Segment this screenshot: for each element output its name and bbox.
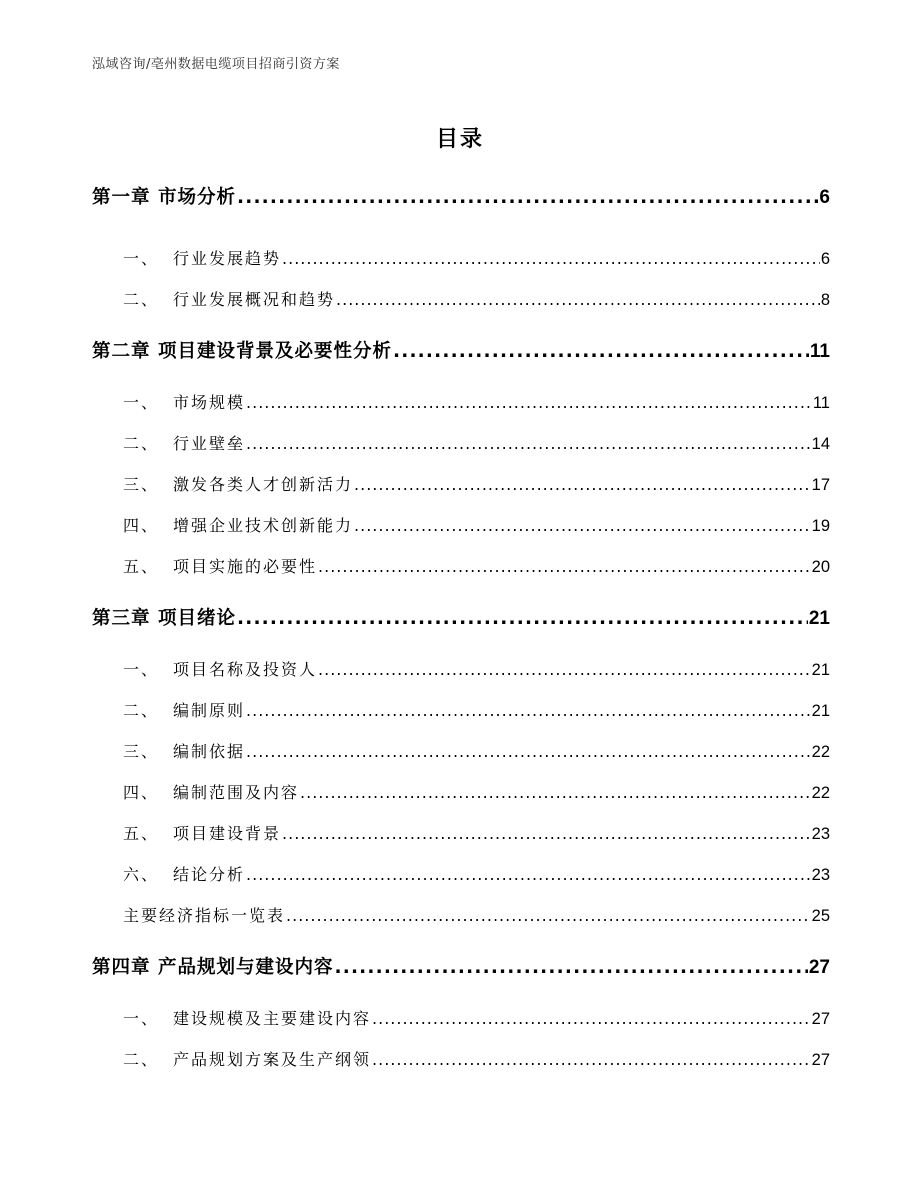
toc-section-2-1[interactable] [123, 390, 830, 413]
toc-section-title: 编制范围及内容 [173, 783, 300, 802]
toc-section-number: 五、 [123, 557, 160, 576]
toc-section-2-3[interactable] [123, 472, 830, 495]
document-header: 泓域咨询/亳州数据电缆项目招商引资方案 [92, 57, 340, 72]
toc-section-3-1[interactable] [123, 657, 830, 680]
toc-leader-dots [318, 660, 811, 679]
toc-section-title: 建设规模及主要建设内容 [173, 1009, 372, 1028]
toc-section-number: 一、 [123, 1009, 160, 1028]
toc-section-title: 增强企业技术创新能力 [173, 516, 354, 535]
toc-label [123, 513, 353, 536]
toc-section-title: 行业壁垒 [173, 434, 246, 453]
toc-section-3-3[interactable] [123, 739, 830, 762]
toc-page-number: 17 [811, 476, 830, 494]
toc-page-number: 22 [811, 743, 830, 761]
toc-leader-dots [246, 393, 812, 412]
toc-label [123, 698, 245, 721]
toc-chapter-title: 市场分析 [157, 187, 236, 208]
toc-leader-dots [318, 557, 811, 576]
toc-leader-dots [393, 341, 809, 362]
toc-page-number: 11 [812, 394, 830, 412]
toc-section-2-4[interactable] [123, 513, 830, 536]
toc-section-number: 三、 [123, 742, 160, 761]
toc-chapter-title: 项目建设背景及必要性分析 [157, 341, 392, 362]
toc-section-number: 一、 [123, 249, 160, 268]
toc-leader-dots [246, 434, 811, 453]
toc-chapter-title: 产品规划与建设内容 [157, 957, 334, 978]
toc-page-number: 11 [809, 341, 830, 362]
toc-section-number: 一、 [123, 393, 160, 412]
toc-leader-dots [282, 824, 811, 843]
toc-page-number: 23 [811, 866, 830, 884]
toc-section-4-2[interactable] [123, 1047, 830, 1070]
toc-section-number: 六、 [123, 865, 160, 884]
toc-label [123, 1047, 371, 1070]
toc-page-number: 19 [811, 517, 830, 535]
toc-label [123, 472, 353, 495]
toc-page-number: 27 [811, 1051, 830, 1069]
toc-leader-dots [300, 783, 811, 802]
toc-chapter-number: 第三章 [92, 608, 151, 629]
toc-leader-dots [372, 1050, 811, 1069]
toc-section-3-4[interactable] [123, 780, 830, 803]
toc-page-number: 23 [811, 825, 830, 843]
toc-label [123, 431, 245, 454]
toc-section-2-5[interactable] [123, 554, 830, 577]
toc-section-3-6[interactable] [123, 862, 830, 885]
toc-label [123, 246, 281, 269]
toc-section-3-5[interactable] [123, 821, 830, 844]
toc-label [92, 604, 236, 630]
toc-label [92, 183, 236, 209]
toc-section-title: 结论分析 [173, 865, 246, 884]
toc-section-title: 项目名称及投资人 [173, 660, 318, 679]
toc-leader-dots [246, 865, 811, 884]
toc-section-number: 四、 [123, 516, 160, 535]
toc-section-number: 二、 [123, 290, 160, 309]
toc-chapter-1[interactable] [92, 183, 830, 209]
toc-label [123, 821, 281, 844]
toc-label [123, 780, 299, 803]
toc-leader-dots [372, 1009, 811, 1028]
toc-section-3-2[interactable] [123, 698, 830, 721]
toc-page-number: 21 [811, 661, 830, 679]
toc-leader-dots [354, 475, 811, 494]
toc-section-number: 五、 [123, 824, 160, 843]
toc-leader-dots [286, 906, 811, 925]
toc-section-number: 四、 [123, 783, 160, 802]
toc-section-number: 二、 [123, 1050, 160, 1069]
toc-page-number: 20 [811, 558, 830, 576]
toc-section-title: 行业发展概况和趋势 [173, 290, 336, 309]
toc-page-number: 8 [820, 291, 830, 309]
toc-chapter-number: 第一章 [92, 187, 151, 208]
toc-label [92, 953, 333, 979]
toc-section-number: 二、 [123, 701, 160, 720]
toc-page-number: 25 [811, 907, 830, 925]
toc-leader-dots [354, 516, 811, 535]
toc-section-1-1[interactable] [123, 246, 830, 269]
toc-chapter-4[interactable] [92, 953, 830, 979]
toc-page-number: 27 [811, 1010, 830, 1028]
toc-section-2-2[interactable] [123, 431, 830, 454]
toc-section-number: 二、 [123, 434, 160, 453]
toc-section-number: 一、 [123, 660, 160, 679]
toc-label [123, 287, 335, 310]
toc-leader-dots [246, 701, 811, 720]
toc-page-number: 6 [820, 250, 830, 268]
toc-page-number: 6 [819, 187, 830, 208]
toc-section-title: 项目实施的必要性 [173, 557, 318, 576]
toc-leader-dots [237, 187, 818, 208]
toc-page-number: 27 [808, 957, 830, 978]
toc-label [123, 390, 245, 413]
toc-chapter-number: 第四章 [92, 957, 151, 978]
toc-label [123, 739, 245, 762]
toc-label [123, 903, 285, 926]
toc-page-number: 21 [808, 608, 830, 629]
toc-label [123, 554, 317, 577]
toc-leader-dots [282, 249, 820, 268]
toc-section-title: 编制依据 [173, 742, 246, 761]
toc-section-number: 三、 [123, 475, 160, 494]
toc-section-title: 激发各类人才创新活力 [173, 475, 354, 494]
toc-section-title: 行业发展趋势 [173, 249, 282, 268]
toc-chapter-3[interactable] [92, 604, 830, 630]
toc-label [92, 337, 392, 363]
toc-chapter-title: 项目绪论 [157, 608, 236, 629]
toc-section-title: 项目建设背景 [173, 824, 282, 843]
toc-section-title: 编制原则 [173, 701, 246, 720]
toc-section-1-2[interactable] [123, 287, 830, 310]
toc-title: 目录 [435, 127, 484, 152]
toc-section-4-1[interactable] [123, 1006, 830, 1029]
toc-label [123, 862, 245, 885]
toc-page-number: 14 [811, 435, 830, 453]
toc-chapter-number: 第二章 [92, 341, 151, 362]
toc-label [123, 657, 317, 680]
toc-label [123, 1006, 371, 1029]
toc-leader-dots [336, 290, 820, 309]
toc-leader-dots [246, 742, 811, 761]
toc-chapter-2[interactable] [92, 337, 830, 363]
toc-section-title: 产品规划方案及生产纲领 [173, 1050, 372, 1069]
toc-section-title: 主要经济指标一览表 [123, 906, 286, 925]
toc-leader-dots [237, 608, 808, 629]
toc-section-title: 市场规模 [173, 393, 246, 412]
toc-page-number: 22 [811, 784, 830, 802]
toc-page-number: 21 [811, 702, 830, 720]
toc-leader-dots [334, 957, 807, 978]
toc-section-3-table[interactable] [123, 903, 830, 926]
